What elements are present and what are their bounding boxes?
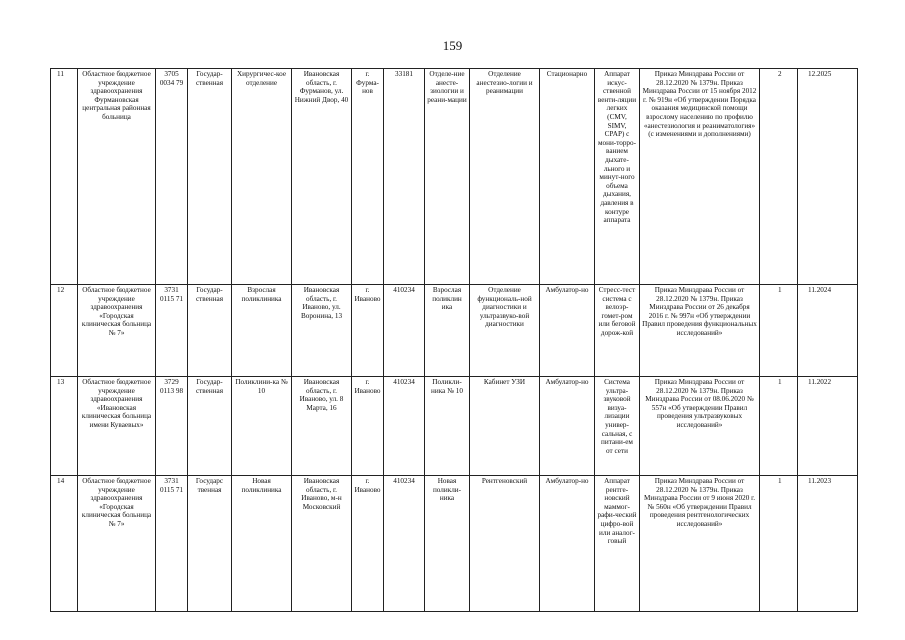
subdepartment: Отделение функциональ-ной диагностики и ультразвуко-вой диагностики (470, 285, 540, 377)
organization-code: 3731 0115 71 (156, 476, 188, 612)
address: Ивановская область, г. Иваново, ул. Воронина, 13 (292, 285, 352, 377)
organization-code: 3731 0115 71 (156, 285, 188, 377)
subdepartment: Рентгеновский (470, 476, 540, 612)
equipment: Стресс-тест система с велоэр-гомет-ром или беговой дорож-кой (595, 285, 640, 377)
address: Ивановская область, г. Фурманов, ул. Нижний Двор, 40 (292, 69, 352, 285)
due-date: 11.2023 (798, 476, 858, 612)
postcode: 410234 (384, 285, 425, 377)
due-date: 11.2022 (798, 377, 858, 476)
city: г. Иваново (352, 377, 384, 476)
department: Отделе-ние анесте-зиологии и реани-мации (425, 69, 470, 285)
equipment: Аппарат рентге-новский маммог-рафи-ческий цифро-вой или аналог-говый (595, 476, 640, 612)
postcode: 33181 (384, 69, 425, 285)
care-mode: Амбулатор-но (540, 377, 595, 476)
row-number: 11 (51, 69, 78, 285)
regulation-order: Приказ Минздрава России от 28.12.2020 № 1379н. Приказ Минздрава России от 15 ноября 2012 г. № 919н «Об утверждении Порядка оказания медицинской помощи взрослому населению по профилю «анестезиология и реаниматология» (с изменениями и дополнениями) (640, 69, 760, 285)
postcode: 410234 (384, 476, 425, 612)
subdepartment: Отделение анестезио-логии и реанимации (470, 69, 540, 285)
organization-name: Областное бюджетное учреждение здравоохранения «Городская клиническая больница № 7» (78, 476, 156, 612)
table-row (51, 285, 858, 377)
regulation-order: Приказ Минздрава России от 28.12.2020 № 1379н. Приказ Минздрава России от 08.06.2020 № 557н «Об утверждении Правил проведения ультразвуковых исследований» (640, 377, 760, 476)
organization-name: Областное бюджетное учреждение здравоохранения «Ивановская клиническая больница имени Куваевых» (78, 377, 156, 476)
quantity: 1 (760, 285, 798, 377)
equipment: Система ультра-звуковой визуа-лизации универ-сальная, с питани-ем от сети (595, 377, 640, 476)
regulation-order: Приказ Минздрава России от 28.12.2020 № 1379н. Приказ Минздрава России от 9 июня 2020 г. № 560н «Об утверждении Правил проведения рентгенологических исследований» (640, 476, 760, 612)
due-date: 12.2025 (798, 69, 858, 285)
department: Взрослая поликлин ика (425, 285, 470, 377)
address: Ивановская область, г. Иваново, м-н Московский (292, 476, 352, 612)
organization-code: 3729 0113 98 (156, 377, 188, 476)
quantity: 1 (760, 476, 798, 612)
table-row (51, 69, 858, 285)
row-number: 12 (51, 285, 78, 377)
care-mode: Стационарно (540, 69, 595, 285)
address: Ивановская область, г. Иваново, ул. 8 Марта, 16 (292, 377, 352, 476)
unit-name: Взрослая поликлиника (232, 285, 292, 377)
city: г. Фурма-нов (352, 69, 384, 285)
row-number: 14 (51, 476, 78, 612)
quantity: 1 (760, 377, 798, 476)
unit-name: Хирургичес-кое отделение (232, 69, 292, 285)
ownership-type: Государ-ственная (188, 285, 232, 377)
page-number: 159 (442, 38, 463, 53)
ownership-type: Государс твенная (188, 476, 232, 612)
postcode: 410234 (384, 377, 425, 476)
organization-code: 3705 0034 79 (156, 69, 188, 285)
ownership-type: Государ-ственная (188, 377, 232, 476)
row-number: 13 (51, 377, 78, 476)
unit-name: Поликлини-ка № 10 (232, 377, 292, 476)
department: Новая поликли-ника (425, 476, 470, 612)
table-row (51, 377, 858, 476)
organization-name: Областное бюджетное учреждение здравоохранения Фурмановская центральная районная больница (78, 69, 156, 285)
ownership-type: Государ-ственная (188, 69, 232, 285)
table-row (51, 476, 858, 612)
unit-name: Новая поликлиника (232, 476, 292, 612)
equipment: Аппарат искус-ственной венти-ляции легких (CMV, SIMV, CPAP) с мони-торро-ванием дыхате-льного и минут-ного объема дыхания, давления в контуре аппарата (595, 69, 640, 285)
subdepartment: Кабинет УЗИ (470, 377, 540, 476)
quantity: 2 (760, 69, 798, 285)
city: г. Иваново (352, 285, 384, 377)
city: г. Иваново (352, 476, 384, 612)
care-mode: Амбулатор-но (540, 476, 595, 612)
department: Поликли-ника № 10 (425, 377, 470, 476)
organization-name: Областное бюджетное учреждение здравоохранения «Городская клиническая больница № 7» (78, 285, 156, 377)
equipment-table (50, 68, 858, 612)
care-mode: Амбулатор-но (540, 285, 595, 377)
due-date: 11.2024 (798, 285, 858, 377)
regulation-order: Приказ Минздрава России от 28.12.2020 № 1379н. Приказ Минздрава России от 26 декабря 2016 г. № 997н «Об утверждении Правил проведения функциональных исследований» (640, 285, 760, 377)
